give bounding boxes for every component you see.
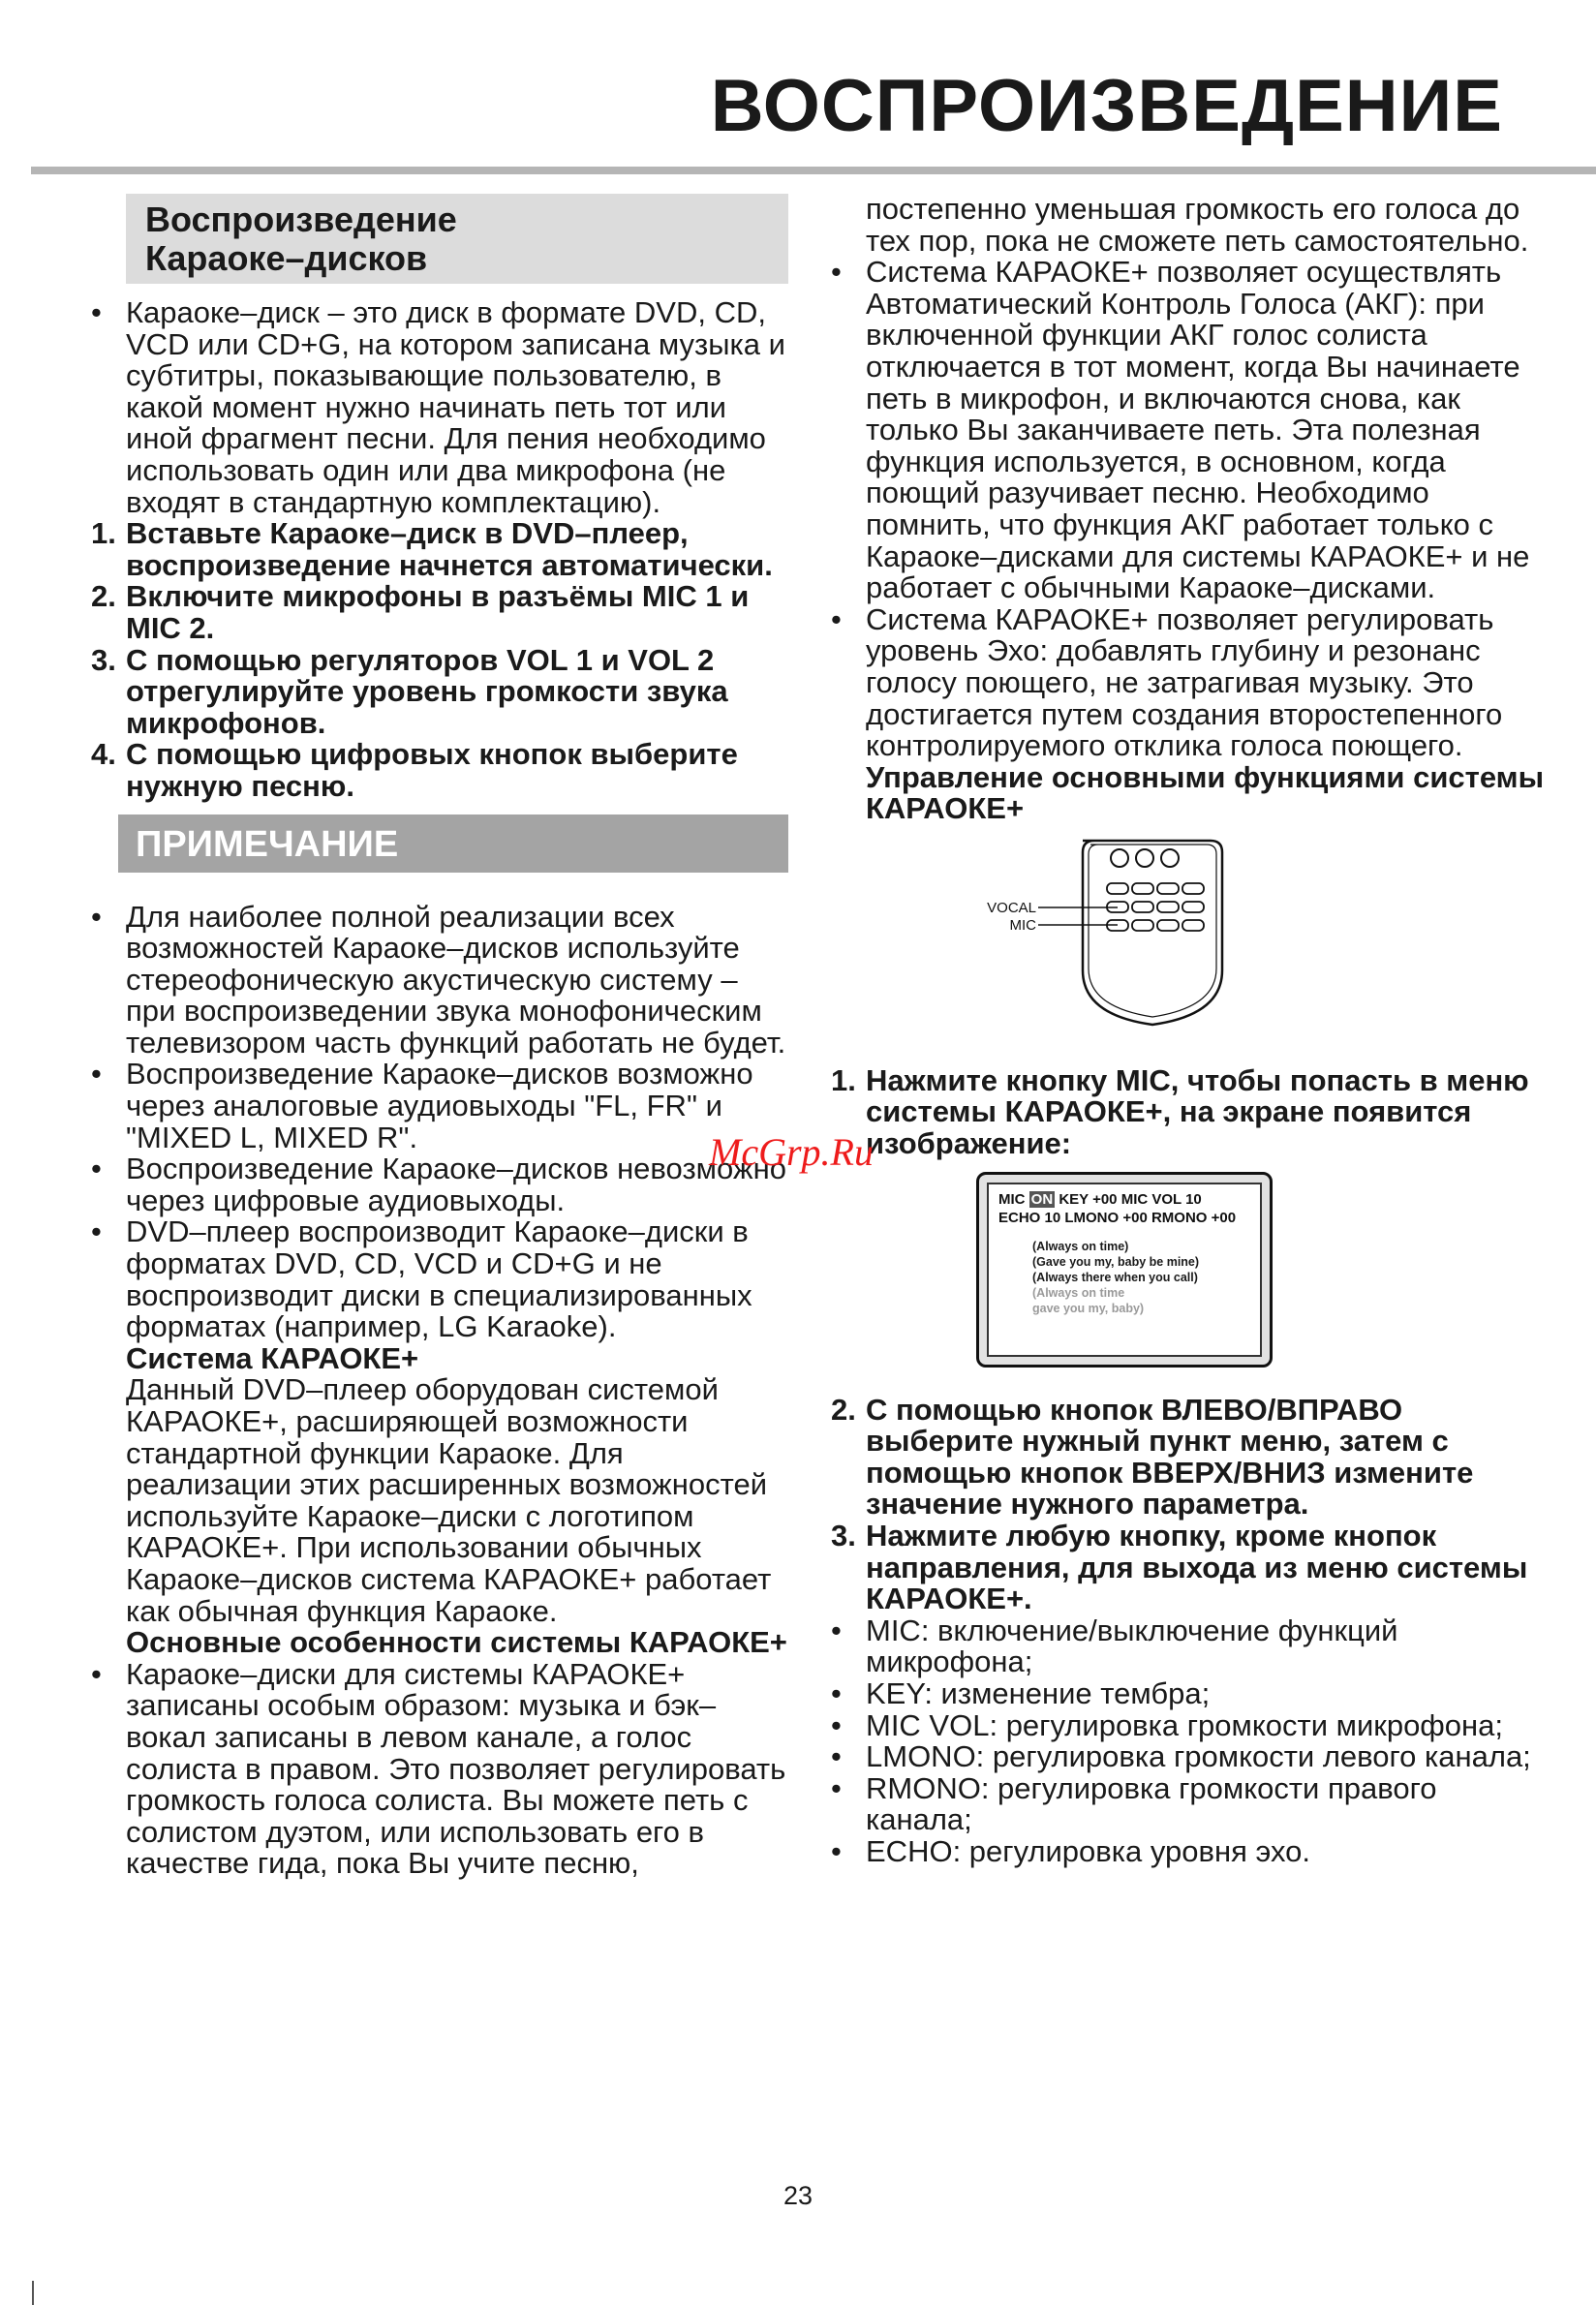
screen-mic-on: ON: [1030, 1190, 1054, 1208]
echo-bullet: • Система КАРАОКЕ+ позволяет регулировать уровень Эхо: добавлять глубину и резонанс голосу поющего, не затрагивая музыку. Это достигается путем создания второстепенного контролируемого отклика голоса поющего.: [831, 604, 1548, 762]
akg-bullet: • Система КАРАОКЕ+ позволяет осуществлять Автоматический Контроль Голоса (АКГ): при включенной функции АКГ голос солиста отключается в тот момент, когда Вы начинаете петь в микрофон, и включаются снова, как только Вы заканчиваете петь. Эта полезная функция используется, в основном, когда поющий разучивает песню. Необходимо помнить, что функция АКГ работает только с Караоке–дисками для системы КАРАОКЕ+ и не работает с обычными Караоке–дисками.: [831, 257, 1548, 604]
screen-mic: MIC: [998, 1190, 1026, 1208]
step-text: Вставьте Караоке–диск в DVD–плеер, воспроизведение начнется автоматически.: [126, 516, 773, 582]
note-bullet: • Воспроизведение Караоке–дисков невозможно через цифровые аудиовыходы.: [91, 1153, 788, 1216]
step-text: С помощью цифровых кнопок выберите нужную песню.: [126, 737, 738, 803]
left-steps: [91, 518, 788, 802]
step-number: 1.: [91, 516, 116, 551]
notes-list: [91, 899, 788, 1344]
crop-mark: [32, 2281, 34, 2305]
step-item: [91, 581, 788, 644]
left-column: [91, 194, 788, 1880]
screen-lyrics: [989, 1239, 1260, 1316]
intro-list: [91, 297, 788, 518]
watermark: McGrp.Ru: [709, 1130, 874, 1174]
right-steps: [831, 1392, 1548, 1616]
function-item: • ECHO: регулировка уровня эхо.: [831, 1836, 1548, 1868]
right-step-1: [831, 1062, 1548, 1161]
screen-display: [987, 1183, 1262, 1357]
function-item: • RMONO: регулировка громкости правого канала;: [831, 1773, 1548, 1836]
step-number: 3.: [91, 642, 116, 677]
step-text: Нажмите любую кнопку, кроме кнопок направления, для выхода из меню системы КАРАОКЕ+.: [866, 1519, 1528, 1616]
system-text: Данный DVD–плеер оборудован системой КАРАОКЕ+, расширяющей возможности стандартной функции Караоке. Для реализации этих расширенных возможностей используйте Караоке–диски с логотипом КАРАОКЕ+. При использовании обычных Караоке–дисков система КАРАОКЕ+ работает как обычная функция Караоке.: [126, 1372, 772, 1628]
control-title: Управление основными функциями системы КАРАОКЕ+: [866, 759, 1545, 826]
lyric-line: gave you my, baby): [1032, 1301, 1145, 1315]
lyric-line: (Always on time): [1032, 1239, 1129, 1253]
step-item: [831, 1062, 1548, 1161]
vocal-label: VOCAL: [987, 899, 1036, 916]
page-title: ВОСПРОИЗВЕДЕНИЕ: [710, 65, 1503, 147]
screen-line-2: ECHO 10 LMONO +00 RMONO +00: [998, 1209, 1237, 1226]
function-item: • LMONO: регулировка громкости левого канала;: [831, 1741, 1548, 1773]
feature-bullet: • Караоке–диски для системы КАРАОКЕ+ записаны особым образом: музыка и бэк–вокал записаны в левом канале, а голос солиста в правом. Это позволяет регулировать громкость голоса солиста. Вы можете петь с солистом дуэтом, или использовать его в качестве гида, пока Вы учите песню,: [91, 1659, 788, 1880]
lyric-line: (Always there when you call): [1032, 1270, 1198, 1284]
note-bullet: • Воспроизведение Караоке–дисков возможно через аналоговые аудиовыходы "FL, FR" и "MIXED L, MIXED R".: [91, 1059, 788, 1153]
page-number: 23: [783, 2181, 813, 2210]
step-text: С помощью кнопок ВЛЕВО/ВПРАВО выберите нужный пункт меню, затем с помощью кнопок ВВЕРХ/ВНИЗ измените значение нужного параметра.: [866, 1392, 1474, 1521]
remote-control-image: [831, 835, 1548, 1038]
step-number: 2.: [91, 579, 116, 614]
step-number: 4.: [91, 737, 116, 772]
title-rule: [31, 167, 1596, 174]
step-text: Включите микрофоны в разъёмы MIC 1 и MIC 2.: [126, 579, 750, 645]
right-bullets: [831, 257, 1548, 762]
lyric-line: (Always on time: [1032, 1285, 1125, 1300]
note-bullet: • Для наиболее полной реализации всех возможностей Караоке–дисков используйте стереофоническую акустическую систему – при воспроизведении звука монофоническим телевизором часть функций работать не будет.: [91, 902, 788, 1060]
step-item: [91, 642, 788, 740]
functions-list: [831, 1615, 1548, 1868]
step-number: 2.: [831, 1392, 856, 1427]
step-text: Нажмите кнопку MIC, чтобы попасть в меню системы КАРАОКЕ+, на экране появится изображение:: [866, 1062, 1529, 1161]
note-bullet: • DVD–плеер воспроизводит Караоке–диски в форматах DVD, CD, VCD и CD+G и не воспроизводит диски в специализированных форматах (например, LG Karaoke).: [91, 1216, 788, 1342]
screen-key-vol: KEY +00 MIC VOL 10: [1059, 1190, 1202, 1208]
intro-bullet: • Караоке–диск – это диск в формате DVD, CD, VCD или CD+G, на котором записана музыка и субтитры, показывающие пользователю, в какой момент нужно начинать петь тот или иной фрагмент песни. Для пения необходимо использовать один или два микрофона (не входят в стандартную комплектацию).: [91, 297, 788, 518]
continuation-text: постепенно уменьшая громкость его голоса до тех пор, пока не сможете петь самостоятельно.: [866, 192, 1529, 258]
function-item: • KEY: изменение тембра;: [831, 1678, 1548, 1710]
function-item: • MIC: включение/выключение функций микрофона;: [831, 1615, 1548, 1678]
mic-label: MIC: [1009, 916, 1036, 934]
karaoke-screen-image: [976, 1172, 1273, 1368]
step-number: 3.: [831, 1519, 856, 1553]
step-item: [831, 1392, 1548, 1521]
screen-line-1: [989, 1184, 1260, 1209]
step-item: [91, 739, 788, 802]
function-item: • MIC VOL: регулировка громкости микрофона;: [831, 1710, 1548, 1742]
note-banner: ПРИМЕЧАНИЕ: [118, 814, 788, 873]
right-column: [831, 194, 1548, 1868]
step-item: [91, 518, 788, 581]
section-heading-line-2: Караоке–дисков: [145, 238, 428, 278]
features-title: Основные особенности системы КАРАОКЕ+: [126, 1625, 787, 1660]
section-heading: [126, 194, 788, 284]
section-heading-line-1: Воспроизведение: [145, 200, 457, 239]
step-number: 1.: [831, 1062, 856, 1097]
step-item: [831, 1521, 1548, 1615]
system-title: Система КАРАОКЕ+: [126, 1340, 419, 1375]
remote-illustration: [831, 835, 1548, 1038]
lyric-line: (Gave you my, baby be mine): [1032, 1254, 1200, 1269]
step-text: С помощью регуляторов VOL 1 и VOL 2 отрегулируйте уровень громкости звука микрофонов.: [126, 642, 728, 740]
features-list: [91, 1656, 788, 1881]
